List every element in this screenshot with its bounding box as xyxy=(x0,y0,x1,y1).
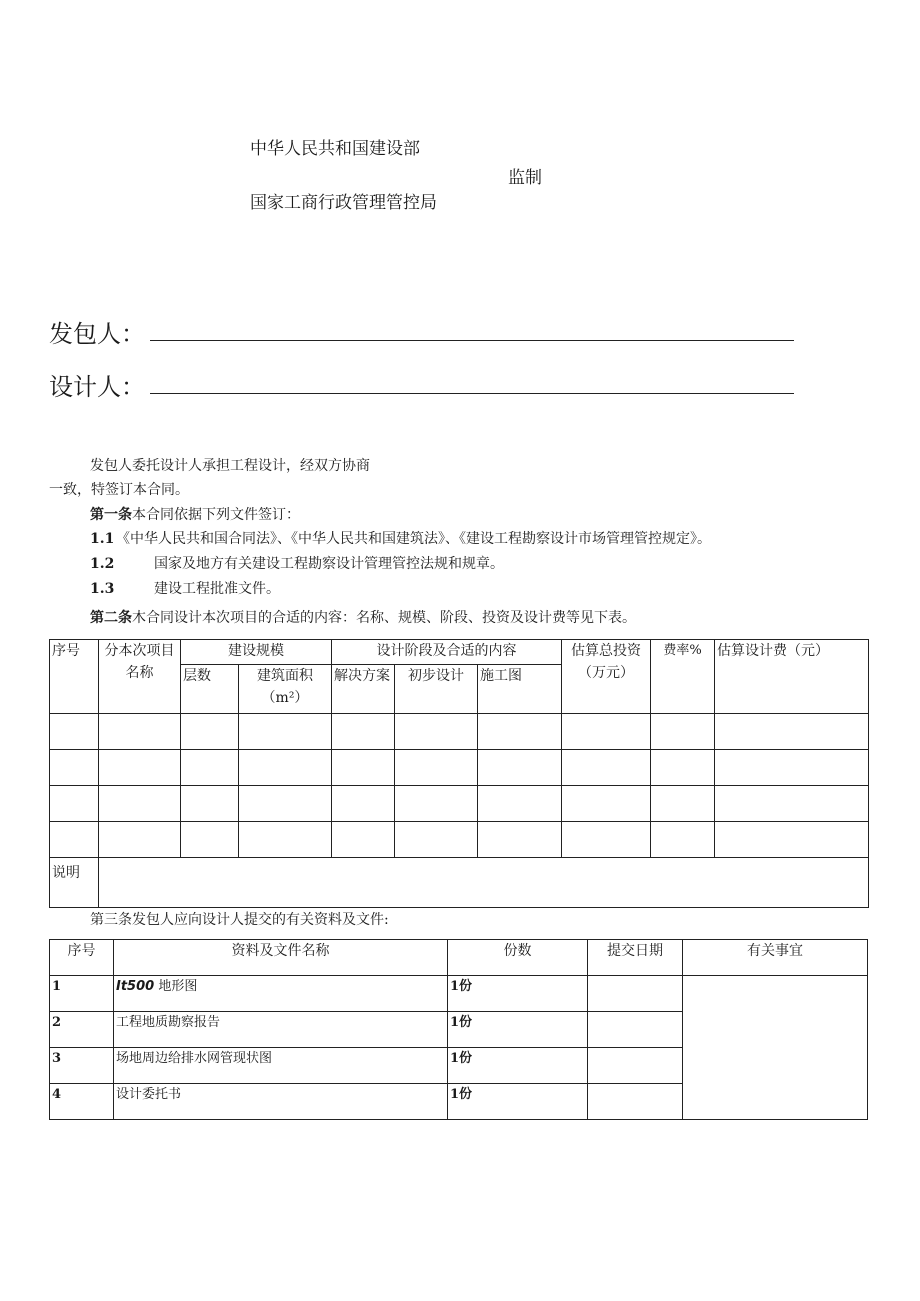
row-copies: 1份 xyxy=(448,1084,588,1120)
issuer-ministry: 中华人民共和国建设部 xyxy=(250,139,420,159)
row-seq: 3 xyxy=(50,1048,114,1084)
cell[interactable] xyxy=(332,714,395,750)
header-scheme: 解决方案 xyxy=(332,665,395,714)
table-row xyxy=(50,976,868,1012)
row-doc-prefix: It500 xyxy=(116,979,155,994)
matters-cell[interactable] xyxy=(683,976,868,1120)
row-date[interactable] xyxy=(588,1084,683,1120)
header-fee: 估算设计费（元） xyxy=(715,640,869,714)
cell[interactable] xyxy=(478,786,562,822)
cell[interactable] xyxy=(715,822,869,858)
item-text: 建设工程批准文件。 xyxy=(154,581,280,597)
cell[interactable] xyxy=(395,822,478,858)
client-fill-line[interactable] xyxy=(150,340,794,341)
article-1-text: 本合同依据下列文件签订： xyxy=(132,507,300,523)
row-seq: 2 xyxy=(50,1012,114,1048)
row-doc-name: 场地周边给排水网管现状图 xyxy=(114,1048,448,1084)
cell[interactable] xyxy=(239,822,332,858)
header-stage: 设计阶段及合适的内容 xyxy=(332,640,562,665)
header-construction: 施工图 xyxy=(478,665,562,714)
note-row xyxy=(50,858,869,908)
header-doc-name: 资料及文件名称 xyxy=(114,940,448,976)
row-seq: 4 xyxy=(50,1084,114,1120)
issuer-supervise: 监制 xyxy=(508,168,542,188)
cell[interactable] xyxy=(50,822,99,858)
item-text: 《中华人民共和国合同法》、《中华人民共和国建筑法》、《建设工程勘察设计市场管理管控规定》。 xyxy=(116,531,711,547)
header-copies: 份数 xyxy=(448,940,588,976)
cell[interactable] xyxy=(562,714,651,750)
cell[interactable] xyxy=(50,786,99,822)
cell[interactable] xyxy=(181,750,239,786)
cell[interactable] xyxy=(478,750,562,786)
row-doc-text: 地形图 xyxy=(158,979,198,994)
article-1-item-2 xyxy=(90,553,504,573)
header-seq: 序号 xyxy=(50,640,99,714)
cell[interactable] xyxy=(181,822,239,858)
cell[interactable] xyxy=(332,750,395,786)
cell[interactable] xyxy=(478,822,562,858)
header-rate: 费率% xyxy=(651,640,715,714)
table-row xyxy=(50,750,869,786)
cell[interactable] xyxy=(562,786,651,822)
cell[interactable] xyxy=(651,786,715,822)
header-matters: 有关事宜 xyxy=(683,940,868,976)
item-number: 1.1 xyxy=(90,531,115,547)
cell[interactable] xyxy=(239,714,332,750)
row-date[interactable] xyxy=(588,1012,683,1048)
article-2-heading: 第二条 xyxy=(90,610,132,626)
cell[interactable] xyxy=(715,750,869,786)
header-investment: 估算总投资（万元） xyxy=(562,640,651,714)
article-3-line: 第三条发包人应向设计人提交的有关资料及文件: xyxy=(90,912,389,928)
table-row xyxy=(50,822,869,858)
cell[interactable] xyxy=(395,750,478,786)
header-date: 提交日期 xyxy=(588,940,683,976)
row-copies: 1份 xyxy=(448,976,588,1012)
note-cell[interactable] xyxy=(99,858,869,908)
issuer-administration: 国家工商行政管理管控局 xyxy=(250,193,437,213)
article-1-heading: 第一条 xyxy=(90,507,132,523)
cell[interactable] xyxy=(562,822,651,858)
cell[interactable] xyxy=(181,714,239,750)
cell[interactable] xyxy=(99,822,181,858)
header-seq: 序号 xyxy=(50,940,114,976)
article-2-line xyxy=(90,607,636,627)
project-table xyxy=(49,639,869,908)
item-number: 1.2 xyxy=(90,556,115,572)
cell[interactable] xyxy=(332,822,395,858)
header-prelim: 初步设计 xyxy=(395,665,478,714)
table-row xyxy=(50,714,869,750)
cell[interactable] xyxy=(562,750,651,786)
item-number: 1.3 xyxy=(90,581,115,597)
cell[interactable] xyxy=(395,714,478,750)
cell[interactable] xyxy=(715,714,869,750)
cell[interactable] xyxy=(478,714,562,750)
cell[interactable] xyxy=(99,714,181,750)
cell[interactable] xyxy=(50,714,99,750)
note-label: 说明 xyxy=(50,858,99,908)
row-date[interactable] xyxy=(588,1048,683,1084)
header-area: 建筑面积（m²） xyxy=(239,665,332,714)
cell[interactable] xyxy=(651,714,715,750)
row-doc-name: 工程地质勘察报告 xyxy=(114,1012,448,1048)
header-scale: 建设规模 xyxy=(181,640,332,665)
row-doc-name xyxy=(114,976,448,1012)
article-1-item-3 xyxy=(90,578,280,598)
cell[interactable] xyxy=(99,786,181,822)
row-copies: 1份 xyxy=(448,1048,588,1084)
designer-fill-line[interactable] xyxy=(150,393,794,394)
intro-line-1: 发包人委托设计人承担工程设计，经双方协商 xyxy=(90,458,370,474)
header-project-name: 分本次项目名称 xyxy=(99,640,181,714)
item-text: 国家及地方有关建设工程勘察设计管理管控法规和规章。 xyxy=(154,556,504,572)
cell[interactable] xyxy=(239,786,332,822)
client-label: 发包人： xyxy=(49,320,145,348)
designer-label: 设计人： xyxy=(49,373,145,401)
row-doc-name: 设计委托书 xyxy=(114,1084,448,1120)
table-row xyxy=(50,786,869,822)
row-seq: 1 xyxy=(50,976,114,1012)
article-1-item-1 xyxy=(90,528,711,548)
cell[interactable] xyxy=(395,786,478,822)
documents-table xyxy=(49,939,868,1120)
cell[interactable] xyxy=(239,750,332,786)
cell[interactable] xyxy=(651,750,715,786)
cell[interactable] xyxy=(181,786,239,822)
cell[interactable] xyxy=(651,822,715,858)
article-1-line xyxy=(90,504,300,524)
cell[interactable] xyxy=(99,750,181,786)
intro-line-2: 一致，特签订本合同。 xyxy=(49,482,189,498)
cell[interactable] xyxy=(715,786,869,822)
row-date[interactable] xyxy=(588,976,683,1012)
row-copies: 1份 xyxy=(448,1012,588,1048)
cell[interactable] xyxy=(50,750,99,786)
cell[interactable] xyxy=(332,786,395,822)
article-2-text: 木合同设计本次项目的合适的内容：名称、规模、阶段、投资及设计费等见下表。 xyxy=(132,610,636,626)
header-floors: 层数 xyxy=(181,665,239,714)
